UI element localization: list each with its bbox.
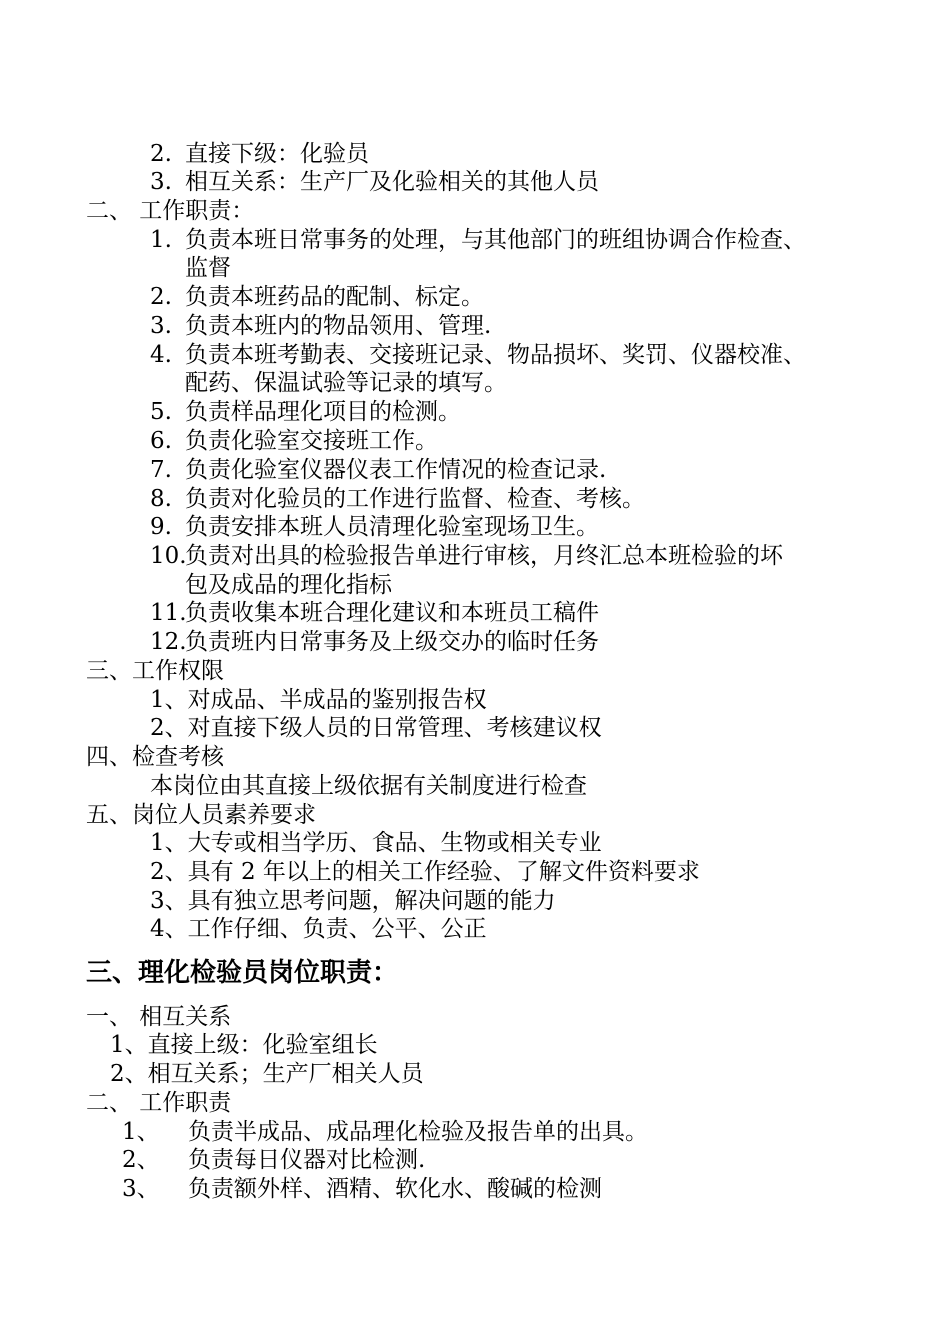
item-number: 3. [150,313,172,339]
list-item [150,599,599,627]
item-number: 4. [150,342,172,368]
item-number: 12. [150,629,187,655]
item-number: 2. [150,284,172,310]
list-item [150,312,492,340]
section-title: 二、 工作职责 [86,1090,232,1116]
item-number: 9. [150,514,172,540]
list-item [122,1118,648,1146]
list-item [150,341,806,369]
list-item [122,1146,426,1174]
item-number: 1、 [122,1119,160,1145]
item-number: 8. [150,486,172,512]
list-item [150,456,607,484]
section-title: 一、 相互关系 [86,1004,232,1030]
item-number: 7. [150,457,172,483]
item-text: 负责对化验员的工作进行监督、检查、考核。 [185,486,645,512]
item-text: 负责班内日常事务及上级交办的临时任务 [185,629,599,655]
list-item: 本岗位由其直接上级依据有关制度进行检查 [150,773,587,799]
item-number: 3. [150,169,172,195]
list-item [150,168,599,196]
item-text: 负责半成品、成品理化检验及报告单的出具。 [188,1119,648,1145]
list-item [122,1175,602,1203]
item-text: 负责本班日常事务的处理，与其他部门的班组协调合作检查、 [185,227,806,253]
list-item [150,513,599,541]
list-item [150,628,599,656]
item-text-continued: 包及成品的理化指标 [185,572,392,598]
item-number: 2、 [122,1147,160,1173]
item-number: 6. [150,428,172,454]
item-text: 负责收集本班合理化建议和本班员工稿件 [185,600,599,626]
section-title: 五、岗位人员素养要求 [86,802,316,828]
list-item: 4、工作仔细、负责、公平、公正 [150,916,487,942]
item-text: 负责本班药品的配制、标定。 [185,284,484,310]
item-number: 11. [150,600,187,626]
item-text: 负责每日仪器对比检测. [188,1147,426,1173]
item-text: 负责本班内的物品领用、管理. [185,313,492,339]
list-item [150,226,806,254]
section-title: 三、工作权限 [86,658,224,684]
page-heading: 三、理化检验员岗位职责： [86,958,399,988]
item-text: 负责样品理化项目的检测。 [185,399,461,425]
list-item: 1、直接上级：化验室组长 [110,1032,378,1058]
item-text: 负责安排本班人员清理化验室现场卫生。 [185,514,599,540]
list-item: 2、对直接下级人员的日常管理、考核建议权 [150,715,602,741]
item-text: 相互关系：生产厂及化验相关的其他人员 [185,169,599,195]
item-number: 1. [150,227,172,253]
item-number: 5. [150,399,172,425]
item-text-continued: 配药、保温试验等记录的填写。 [185,370,507,396]
list-item [150,542,783,570]
item-number: 3、 [122,1176,160,1202]
list-item: 1、对成品、半成品的鉴别报告权 [150,687,487,713]
list-item [150,398,461,426]
item-text-continued: 监督 [185,255,231,281]
item-text: 负责本班考勤表、交接班记录、物品损坏、奖罚、仪器校准、 [185,342,806,368]
item-number: 2. [150,141,172,167]
list-item: 2、相互关系；生产厂相关人员 [110,1061,424,1087]
item-text: 负责对出具的检验报告单进行审核，月终汇总本班检验的坏 [185,543,783,569]
item-text: 负责化验室交接班工作。 [185,428,438,454]
list-item: 3、具有独立思考问题，解决问题的能力 [150,888,556,914]
list-item: 2、具有 2 年以上的相关工作经验、了解文件资料要求 [150,859,700,885]
item-text: 负责化验室仪器仪表工作情况的检查记录. [185,457,607,483]
section-title: 四、检查考核 [86,744,224,770]
item-text: 直接下级：化验员 [185,141,369,167]
list-item [150,427,438,455]
item-number: 10. [150,543,187,569]
list-item: 1、大专或相当学历、食品、生物或相关专业 [150,830,602,856]
section-title: 二、 工作职责： [86,198,255,224]
list-item [150,283,484,311]
list-item [150,485,645,513]
list-item [150,140,369,168]
item-text: 负责额外样、酒精、软化水、酸碱的检测 [188,1176,602,1202]
